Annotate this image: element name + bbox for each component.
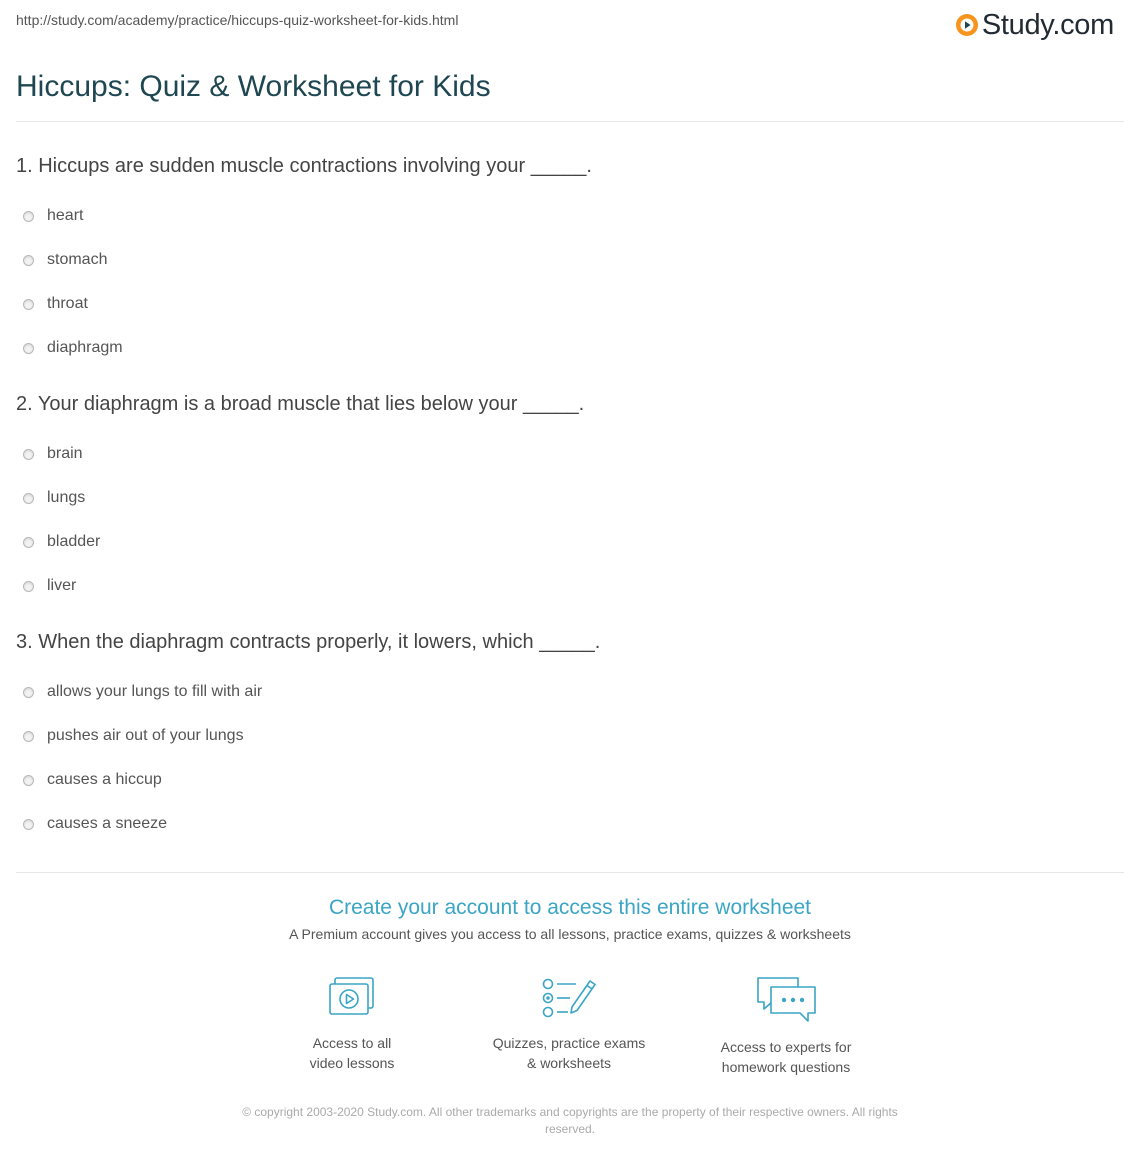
radio-button[interactable] bbox=[23, 299, 34, 310]
study-com-logo[interactable] bbox=[955, 9, 1114, 41]
feature-experts bbox=[686, 975, 886, 1077]
copyright-footer: © copyright 2003-2020 Study.com. All other trademarks and copyrights are the property of their respective owners. All rights reserved. bbox=[242, 1105, 898, 1136]
radio-button[interactable] bbox=[23, 537, 34, 548]
radio-button[interactable] bbox=[23, 255, 34, 266]
answer-option[interactable] bbox=[16, 194, 1116, 238]
cta-title-link[interactable]: Create your account to access this entire worksheet bbox=[328, 896, 812, 919]
answer-label: heart bbox=[47, 207, 84, 224]
answer-label: bladder bbox=[47, 533, 101, 550]
top-bar bbox=[16, 9, 1116, 42]
answer-option[interactable] bbox=[16, 476, 1116, 520]
radio-button[interactable] bbox=[23, 343, 34, 354]
question-3 bbox=[16, 628, 1116, 846]
feature-line-2: & worksheets bbox=[526, 1055, 612, 1071]
feature-video-lessons bbox=[252, 975, 452, 1073]
logo-text: Study.com bbox=[981, 9, 1114, 41]
answer-option[interactable] bbox=[16, 714, 1116, 758]
answer-label: stomach bbox=[47, 251, 108, 268]
answer-label: causes a hiccup bbox=[47, 771, 162, 788]
chat-bubbles-icon bbox=[754, 975, 818, 1025]
question-text: 1. Hiccups are sudden muscle contractions involving your _____. bbox=[16, 155, 592, 177]
feature-quizzes bbox=[469, 975, 669, 1073]
answer-label: throat bbox=[47, 295, 88, 312]
question-text: 3. When the diaphragm contracts properly, it lowers, which _____. bbox=[16, 631, 601, 653]
answer-option[interactable] bbox=[16, 564, 1116, 608]
radio-button[interactable] bbox=[23, 775, 34, 786]
answer-option[interactable] bbox=[16, 670, 1116, 714]
title-divider bbox=[16, 121, 1124, 122]
feature-line-1: Access to experts for bbox=[720, 1039, 852, 1055]
feature-line-2: video lessons bbox=[309, 1055, 395, 1071]
radio-button[interactable] bbox=[23, 581, 34, 592]
quiz-checklist-icon bbox=[540, 975, 598, 1021]
question-text: 2. Your diaphragm is a broad muscle that lies below your _____. bbox=[16, 393, 585, 415]
answer-option[interactable] bbox=[16, 758, 1116, 802]
answer-option[interactable] bbox=[16, 282, 1116, 326]
radio-button[interactable] bbox=[23, 449, 34, 460]
answer-option[interactable] bbox=[16, 238, 1116, 282]
cta-subtitle: A Premium account gives you access to all lessons, practice exams, quizzes & worksheets bbox=[289, 926, 851, 942]
radio-button[interactable] bbox=[23, 493, 34, 504]
feature-line-1: Quizzes, practice exams bbox=[492, 1035, 646, 1051]
feature-line-1: Access to all bbox=[312, 1035, 392, 1051]
signup-cta bbox=[0, 893, 1140, 942]
answer-label: pushes air out of your lungs bbox=[47, 727, 244, 744]
quiz-questions bbox=[16, 152, 1116, 866]
answer-option[interactable] bbox=[16, 802, 1116, 846]
radio-button[interactable] bbox=[23, 819, 34, 830]
section-divider bbox=[16, 872, 1124, 873]
answer-label: lungs bbox=[47, 489, 86, 506]
question-2 bbox=[16, 390, 1116, 608]
page-url: http://study.com/academy/practice/hiccups-quiz-worksheet-for-kids.html bbox=[16, 12, 459, 28]
radio-button[interactable] bbox=[23, 687, 34, 698]
feature-line-2: homework questions bbox=[721, 1059, 851, 1075]
answer-label: causes a sneeze bbox=[47, 815, 168, 832]
answer-option[interactable] bbox=[16, 520, 1116, 564]
answer-label: brain bbox=[47, 445, 83, 462]
answer-label: liver bbox=[47, 577, 77, 594]
answer-option[interactable] bbox=[16, 432, 1116, 476]
radio-button[interactable] bbox=[23, 731, 34, 742]
answer-label: diaphragm bbox=[47, 339, 123, 356]
answer-label: allows your lungs to fill with air bbox=[47, 683, 263, 700]
radio-button[interactable] bbox=[23, 211, 34, 222]
question-1 bbox=[16, 152, 1116, 370]
video-lessons-icon bbox=[326, 975, 378, 1021]
play-logo-icon bbox=[955, 13, 979, 37]
page-title: Hiccups: Quiz & Worksheet for Kids bbox=[16, 70, 491, 103]
answer-option[interactable] bbox=[16, 326, 1116, 370]
